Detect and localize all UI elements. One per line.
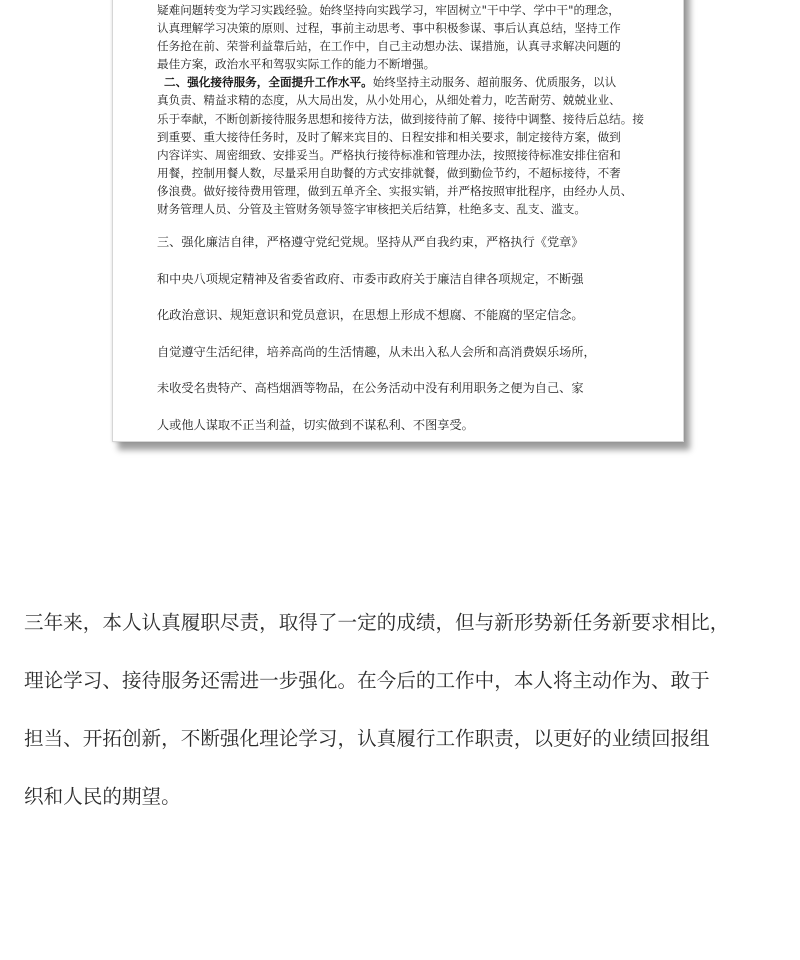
section3-line: 和中央八项规定精神及省委省政府、市委市政府关于廉洁自律各项规定，不断强 xyxy=(157,271,584,286)
section3-line: 人或他人谋取不正当利益，切实做到不谋私利、不图享受。 xyxy=(157,417,474,432)
section3-line: 自觉遵守生活纪律，培养高尚的生活情趣，从未出入私人会所和高消费娱乐场所， xyxy=(157,344,596,359)
summary-line: 担当、开拓创新，不断强化理论学习，认真履行工作职责，以更好的业绩回报组 xyxy=(24,727,710,750)
section2-line: 内容详实、周密细致、安排妥当。严格执行接待标准和管理办法，按照接待标准安排住宿和 xyxy=(157,147,621,162)
section2-first-line-text: 始终坚持主动服务、超前服务、优质服务，以认 xyxy=(372,75,617,90)
section2-line: 乐于奉献，不断创新接待服务思想和接待方法，做到接待前了解、接待中调整、接待后总结。接 xyxy=(157,111,644,126)
section2-heading: 二、强化接待服务，全面提升工作水平。 xyxy=(164,75,373,90)
dense-text-block xyxy=(157,1,647,218)
summary-line: 理论学习、接待服务还需进一步强化。在今后的工作中，本人将主动作为、敢于 xyxy=(24,669,710,692)
section1-line: 任务抢在前、荣誉利益靠后站，在工作中，自己主动想办法、谋措施，认真寻求解决问题的 xyxy=(157,39,621,54)
section1-line: 最佳方案，政治水平和驾驭实际工作的能力不断增强。 xyxy=(157,57,436,72)
section1-line: 疑难问题转变为学习实践经验。始终坚持向实践学习，牢固树立"干中学、学中干"的理念， xyxy=(157,3,620,17)
section1-line: 认真理解学习决策的原则、过程，事前主动思考、事中积极参谋、事后认真总结，坚持工作 xyxy=(157,21,621,36)
section2-first-line xyxy=(157,73,647,91)
summary-line: 织和人民的期望。 xyxy=(24,785,181,808)
summary-paragraph xyxy=(24,594,780,826)
section2-line: 侈浪费。做好接待费用管理，做到五单齐全、实报实销，并严格按照审批程序，由经办人员、 xyxy=(157,183,633,198)
section3-line: 化政治意识、规矩意识和党员意识，在思想上形成不想腐、不能腐的坚定信念。 xyxy=(157,308,584,323)
section2-line: 财务管理人员、分管及主管财务领导签字审核把关后结算，杜绝多支、乱支、滥支。 xyxy=(157,202,586,217)
summary-line: 三年来，本人认真履职尽责，取得了一定的成绩，但与新形势新任务新要求相比， xyxy=(24,611,730,634)
section2-line: 真负责、精益求精的态度，从大局出发，从小处用心，从细处着力，吃苦耐劳、兢兢业业、 xyxy=(157,93,621,108)
section2-line: 到重要、重大接待任务时，及时了解来宾目的、日程安排和相关要求，制定接待方案，做到 xyxy=(157,129,621,144)
section3-line: 三、强化廉洁自律，严格遵守党纪党规。坚持从严自我约束，严格执行《党章》 xyxy=(157,235,584,250)
document-page-content xyxy=(157,1,647,442)
document-page-image xyxy=(112,0,684,442)
section3-block xyxy=(157,224,647,442)
section2-line: 用餐，控制用餐人数，尽量采用自助餐的方式安排就餐，做到勤俭节约，不超标接待，不奢 xyxy=(157,165,621,180)
section3-line: 未收受名贵特产、高档烟酒等物品，在公务活动中没有利用职务之便为自己、家 xyxy=(157,381,584,396)
